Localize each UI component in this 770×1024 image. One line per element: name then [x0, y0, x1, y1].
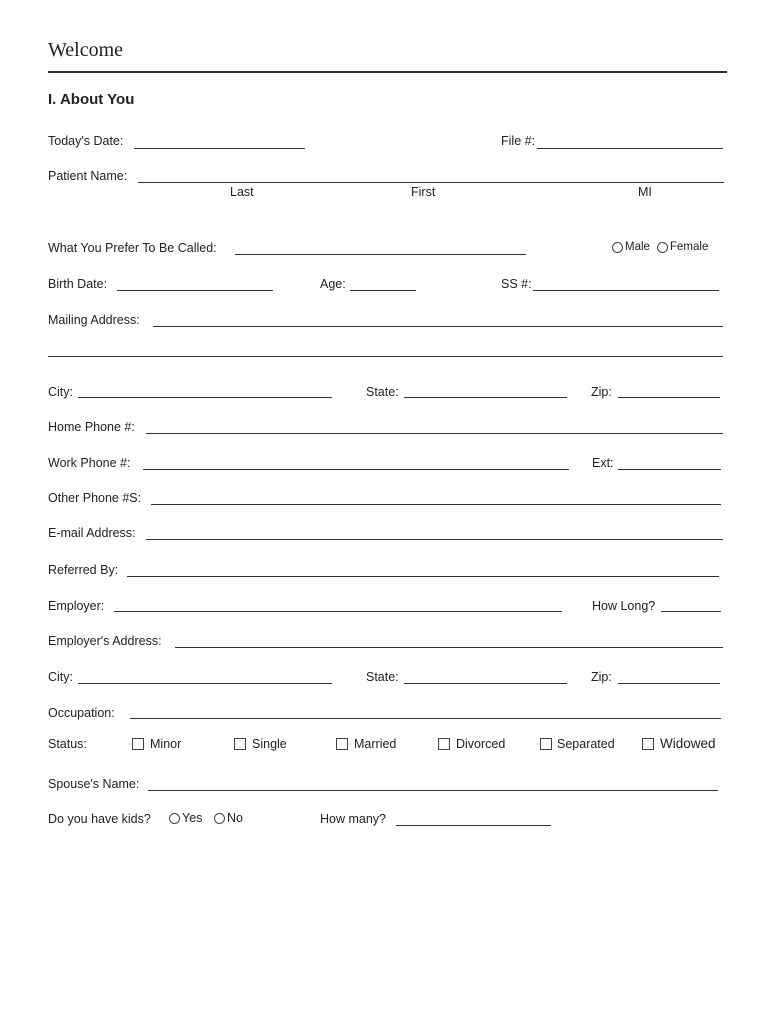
patient-name-label: Patient Name:	[48, 169, 128, 183]
birth-date-field[interactable]	[117, 290, 273, 291]
employer-city-label: City:	[48, 670, 73, 684]
status-divorced-checkbox[interactable]	[438, 738, 450, 750]
female-label: Female	[670, 241, 709, 253]
employer-state-field[interactable]	[404, 683, 567, 684]
title-divider	[48, 71, 727, 73]
employer-field[interactable]	[114, 611, 562, 612]
status-widowed-label: Widowed	[660, 736, 716, 751]
occupation-field[interactable]	[130, 718, 721, 719]
file-number-field[interactable]	[537, 148, 723, 149]
kids-no-label: No	[227, 811, 243, 825]
age-field[interactable]	[350, 290, 416, 291]
ss-label: SS #:	[501, 277, 532, 291]
email-label: E-mail Address:	[48, 526, 136, 540]
mailing-address-field-line2[interactable]	[48, 356, 723, 357]
status-married-label: Married	[354, 737, 397, 751]
gender-male-option[interactable]	[612, 241, 650, 253]
age-label: Age:	[320, 277, 346, 291]
todays-date-label: Today's Date:	[48, 134, 124, 148]
status-single-label: Single	[252, 737, 287, 751]
male-label: Male	[625, 241, 650, 253]
work-phone-label: Work Phone #:	[48, 456, 131, 470]
file-number-label: File #:	[501, 134, 536, 148]
home-phone-label: Home Phone #:	[48, 420, 135, 434]
referred-by-label: Referred By:	[48, 563, 119, 577]
spouse-name-label: Spouse's Name:	[48, 777, 140, 791]
how-long-label: How Long?	[592, 599, 656, 613]
status-married-checkbox[interactable]	[336, 738, 348, 750]
city-label: City:	[48, 385, 73, 399]
employer-zip-field[interactable]	[618, 683, 720, 684]
employer-label: Employer:	[48, 599, 105, 613]
occupation-label: Occupation:	[48, 706, 115, 720]
kids-no-option[interactable]	[214, 811, 243, 825]
patient-name-field[interactable]	[138, 182, 724, 183]
employer-zip-label: Zip:	[591, 670, 612, 684]
first-name-caption: First	[411, 185, 436, 199]
preferred-name-field[interactable]	[235, 254, 526, 255]
city-field[interactable]	[78, 397, 332, 398]
spouse-name-field[interactable]	[148, 790, 718, 791]
referred-by-field[interactable]	[127, 576, 719, 577]
kids-yes-label: Yes	[182, 811, 203, 825]
page-title: Welcome	[48, 39, 124, 61]
male-radio-icon[interactable]	[612, 242, 623, 253]
employer-state-label: State:	[366, 670, 399, 684]
status-separated-label: Separated	[557, 737, 615, 751]
female-radio-icon[interactable]	[657, 242, 668, 253]
last-name-caption: Last	[230, 185, 254, 199]
mailing-address-label: Mailing Address:	[48, 313, 140, 327]
zip-label: Zip:	[591, 385, 612, 399]
kids-label: Do you have kids?	[48, 812, 151, 826]
yes-radio-icon[interactable]	[169, 813, 180, 824]
email-field[interactable]	[146, 539, 723, 540]
preferred-name-label: What You Prefer To Be Called:	[48, 241, 217, 255]
state-field[interactable]	[404, 397, 567, 398]
employer-address-label: Employer's Address:	[48, 634, 162, 648]
home-phone-field[interactable]	[146, 433, 723, 434]
other-phone-field[interactable]	[151, 504, 721, 505]
status-separated-checkbox[interactable]	[540, 738, 552, 750]
status-minor-label: Minor	[150, 737, 182, 751]
other-phone-label: Other Phone #S:	[48, 491, 142, 505]
status-single-checkbox[interactable]	[234, 738, 246, 750]
employer-city-field[interactable]	[78, 683, 332, 684]
no-radio-icon[interactable]	[214, 813, 225, 824]
todays-date-field[interactable]	[134, 148, 305, 149]
ext-label: Ext:	[592, 456, 614, 470]
employer-address-field[interactable]	[175, 647, 723, 648]
how-many-field[interactable]	[396, 825, 551, 826]
how-long-field[interactable]	[661, 611, 721, 612]
status-label: Status:	[48, 737, 87, 751]
middle-initial-caption: MI	[638, 185, 652, 199]
ss-field[interactable]	[533, 290, 719, 291]
how-many-label: How many?	[320, 812, 386, 826]
kids-yes-option[interactable]	[169, 811, 202, 825]
status-widowed-checkbox[interactable]	[642, 738, 654, 750]
ext-field[interactable]	[618, 469, 721, 470]
status-minor-checkbox[interactable]	[132, 738, 144, 750]
work-phone-field[interactable]	[143, 469, 569, 470]
zip-field[interactable]	[618, 397, 720, 398]
gender-female-option[interactable]	[657, 241, 708, 253]
state-label: State:	[366, 385, 399, 399]
section-heading: I. About You	[48, 91, 135, 108]
birth-date-label: Birth Date:	[48, 277, 108, 291]
status-divorced-label: Divorced	[456, 737, 506, 751]
mailing-address-field[interactable]	[153, 326, 723, 327]
